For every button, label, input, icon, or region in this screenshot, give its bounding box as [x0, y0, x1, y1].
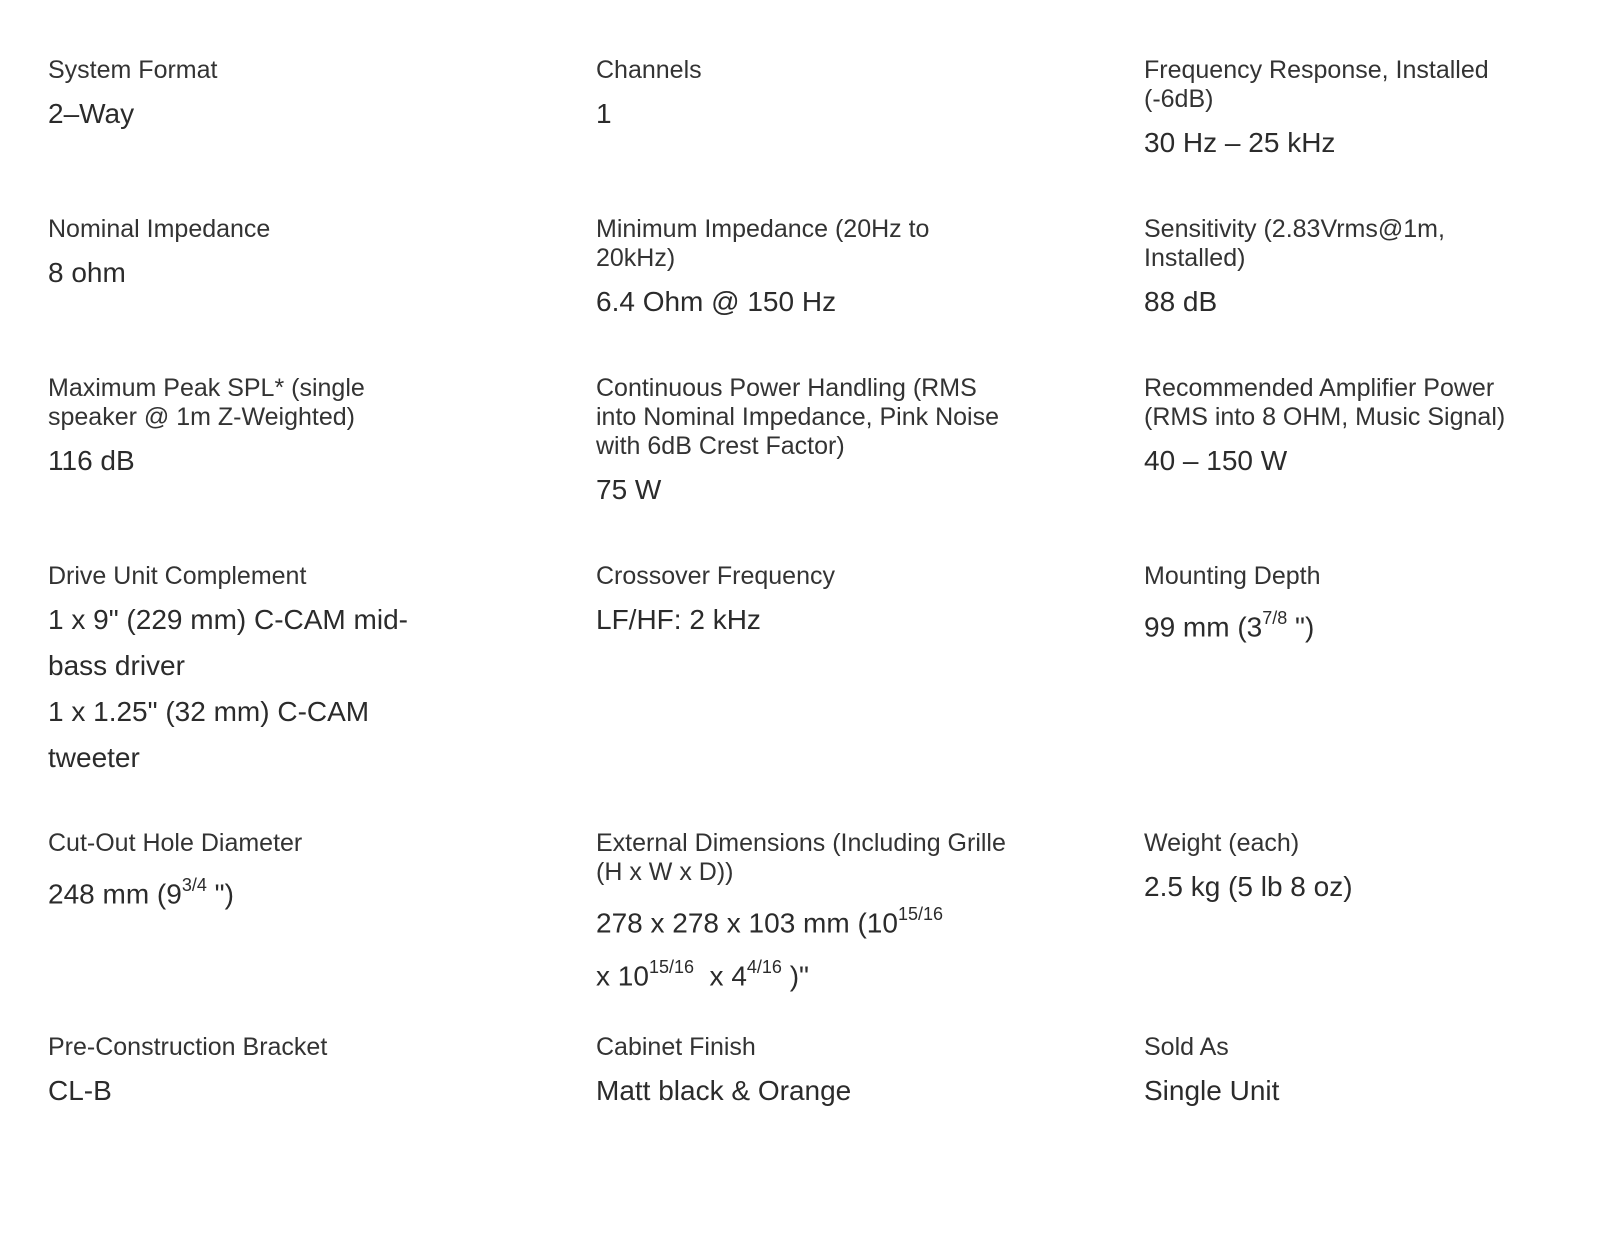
spec-recommended-amp-power	[1144, 374, 1544, 484]
spec-value-text: x 4	[693, 960, 747, 992]
spec-value	[596, 893, 1006, 1000]
spec-sold-as	[1144, 1033, 1544, 1114]
spec-value-fraction: 15/16	[648, 957, 694, 978]
spec-cabinet-finish	[596, 1033, 1006, 1114]
spec-value: Matt black & Orange	[596, 1075, 852, 1106]
spec-max-peak-spl	[48, 374, 448, 484]
spec-value-fraction: 4/16	[746, 957, 782, 978]
spec-value: LF/HF: 2 kHz	[596, 604, 761, 635]
spec-drive-unit-complement	[48, 562, 448, 781]
spec-value: CL-B	[48, 1075, 112, 1106]
spec-value	[48, 864, 448, 917]
spec-label: Weight (each)	[1144, 829, 1300, 857]
spec-value-text: x 10	[596, 960, 649, 992]
spec-label: Crossover Frequency	[596, 562, 835, 590]
spec-label: External Dimensions (Including Grille (H x W x D))	[596, 829, 1006, 886]
spec-value: 75 W	[596, 474, 662, 505]
spec-value: 6.4 Ohm @ 150 Hz	[596, 286, 837, 317]
spec-value-fraction: 7/8	[1262, 608, 1288, 628]
spec-label: Sold As	[1144, 1033, 1229, 1061]
spec-label: Recommended Amplifier Power (RMS into 8 OHM, Music Signal)	[1144, 374, 1506, 431]
spec-label: System Format	[48, 56, 218, 84]
spec-value-fraction: 15/16	[897, 904, 943, 924]
spec-continuous-power	[596, 374, 1006, 513]
spec-value-text: 99 mm (3	[1144, 611, 1263, 643]
spec-value: 88 dB	[1144, 286, 1218, 317]
spec-value: 116 dB	[48, 445, 135, 476]
spec-value: 2.5 kg (5 lb 8 oz)	[1144, 871, 1353, 902]
spec-label: Continuous Power Handling (RMS into Nominal Impedance, Pink Noise with 6dB Crest Factor)	[596, 374, 999, 460]
spec-label: Cut-Out Hole Diameter	[48, 829, 303, 857]
spec-value-fraction: 3/4	[181, 875, 207, 895]
spec-crossover-frequency	[596, 562, 1006, 643]
spec-value-text: ")	[206, 878, 234, 910]
spec-value-text: ")	[1287, 611, 1315, 643]
spec-value-text: 278 x 278 x 103 mm (10	[596, 907, 898, 939]
spec-value-text: 248 mm (9	[48, 878, 182, 910]
spec-label: Frequency Response, Installed (-6dB)	[1144, 56, 1489, 113]
spec-label: Minimum Impedance (20Hz to 20kHz)	[596, 215, 930, 272]
spec-value: 2–Way	[48, 98, 135, 129]
spec-label: Sensitivity (2.83Vrms@1m, Installed)	[1144, 215, 1445, 272]
spec-value-line: 1 x 1.25" (32 mm) C-CAM tweeter	[48, 696, 370, 773]
spec-label: Nominal Impedance	[48, 215, 271, 243]
spec-external-dimensions	[596, 829, 1006, 1000]
spec-value: 40 – 150 W	[1144, 445, 1288, 476]
spec-label: Drive Unit Complement	[48, 562, 307, 590]
spec-pre-construction-bracket	[48, 1033, 448, 1114]
spec-sensitivity	[1144, 215, 1544, 325]
spec-value-line: 1 x 9" (229 mm) C-CAM mid-bass driver	[48, 604, 408, 681]
spec-value: Single Unit	[1144, 1075, 1280, 1106]
spec-label: Cabinet Finish	[596, 1033, 756, 1061]
spec-cutout-hole-diameter	[48, 829, 448, 917]
spec-value	[48, 597, 448, 781]
spec-value: 30 Hz – 25 kHz	[1144, 127, 1336, 158]
spec-channels	[596, 56, 1006, 137]
spec-frequency-response	[1144, 56, 1544, 166]
spec-system-format	[48, 56, 448, 137]
spec-minimum-impedance	[596, 215, 1006, 325]
spec-weight	[1144, 829, 1544, 910]
spec-value-text: )"	[781, 960, 809, 992]
spec-mounting-depth	[1144, 562, 1544, 650]
spec-nominal-impedance	[48, 215, 448, 296]
spec-value: 8 ohm	[48, 257, 126, 288]
spec-label: Pre-Construction Bracket	[48, 1033, 328, 1061]
spec-value: 1	[596, 98, 612, 129]
spec-label: Mounting Depth	[1144, 562, 1321, 590]
spec-label: Channels	[596, 56, 702, 84]
spec-label: Maximum Peak SPL* (single speaker @ 1m Z-Weighted)	[48, 374, 365, 431]
spec-value	[1144, 597, 1544, 650]
